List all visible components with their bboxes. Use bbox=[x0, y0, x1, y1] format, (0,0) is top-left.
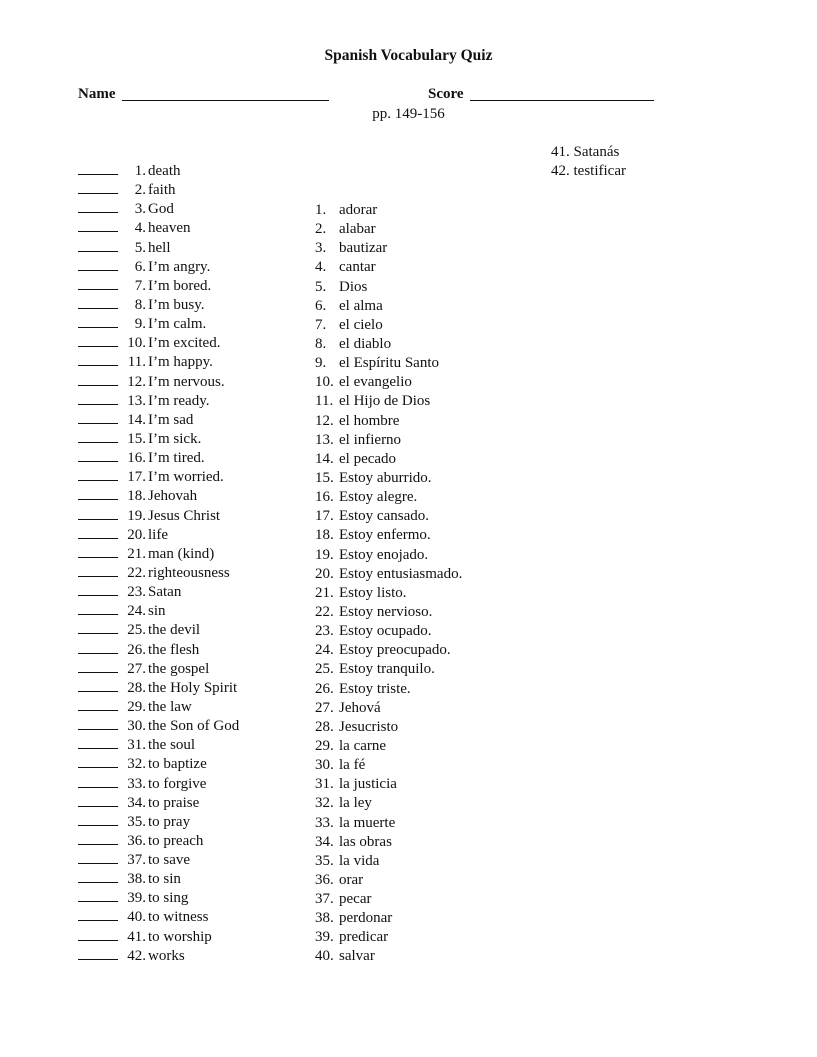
item-number: 5. bbox=[134, 239, 146, 256]
spanish-term: el alma bbox=[339, 297, 383, 314]
english-term: I’m bored. bbox=[148, 277, 212, 294]
answer-blank[interactable] bbox=[78, 277, 118, 290]
item-number: 28. bbox=[315, 718, 334, 735]
item-number: 1. bbox=[315, 202, 327, 218]
item-number: 40. bbox=[127, 909, 146, 926]
english-term-item bbox=[78, 851, 239, 870]
spanish-term: perdonar bbox=[339, 910, 393, 927]
item-number: 1. bbox=[134, 163, 146, 179]
score-blank-line[interactable] bbox=[470, 100, 654, 101]
spanish-term-item bbox=[315, 526, 462, 545]
english-term: I’m calm. bbox=[148, 316, 207, 333]
english-term: I’m ready. bbox=[148, 392, 210, 409]
answer-blank[interactable] bbox=[78, 296, 118, 309]
item-number: 18. bbox=[127, 488, 146, 505]
spanish-terms-list bbox=[315, 201, 462, 967]
item-number: 37. bbox=[127, 852, 146, 869]
item-number: 27. bbox=[315, 699, 334, 716]
answer-blank[interactable] bbox=[78, 755, 118, 768]
english-term: I’m excited. bbox=[148, 335, 221, 352]
english-term-item bbox=[78, 679, 239, 698]
score-label: Score bbox=[428, 86, 464, 102]
english-term: I’m busy. bbox=[148, 296, 205, 313]
spanish-term-item bbox=[315, 565, 462, 584]
spanish-term: Estoy preocupado. bbox=[339, 642, 451, 659]
spanish-term-item bbox=[315, 603, 462, 622]
spanish-term: bautizar bbox=[339, 240, 388, 257]
answer-blank[interactable] bbox=[78, 162, 118, 175]
english-term: to praise bbox=[148, 794, 200, 811]
answer-blank[interactable] bbox=[78, 449, 118, 462]
spanish-term-item bbox=[315, 756, 462, 775]
item-number: 34. bbox=[315, 833, 334, 850]
item-number: 28. bbox=[127, 679, 146, 696]
english-term: I’m tired. bbox=[148, 450, 205, 467]
english-term-item bbox=[78, 181, 239, 200]
name-label: Name bbox=[78, 86, 116, 102]
spanish-extra-item: 41. Satanás bbox=[551, 144, 620, 160]
english-term-item bbox=[78, 239, 239, 258]
spanish-term: alabar bbox=[339, 221, 376, 238]
english-term-item bbox=[78, 870, 239, 889]
answer-blank[interactable] bbox=[78, 181, 118, 194]
answer-blank[interactable] bbox=[78, 717, 118, 730]
spanish-term: la ley bbox=[339, 795, 372, 812]
item-number: 15. bbox=[127, 430, 146, 447]
english-term: the law bbox=[148, 698, 192, 715]
spanish-term-item bbox=[315, 890, 462, 909]
item-number: 35. bbox=[315, 852, 334, 869]
item-number: 6. bbox=[134, 258, 146, 275]
english-term-item bbox=[78, 832, 239, 851]
english-term: the soul bbox=[148, 737, 196, 754]
spanish-term: la muerte bbox=[339, 814, 396, 831]
item-number: 6. bbox=[315, 297, 327, 314]
spanish-term-item bbox=[315, 622, 462, 641]
spanish-term-item bbox=[315, 699, 462, 718]
english-term: to sin bbox=[148, 871, 181, 888]
english-term: Jehovah bbox=[148, 488, 198, 505]
spanish-term-item bbox=[315, 469, 462, 488]
spanish-term: el evangelio bbox=[339, 374, 412, 391]
english-term-item bbox=[78, 947, 239, 966]
item-number: 21. bbox=[315, 584, 334, 601]
spanish-term: las obras bbox=[339, 833, 392, 850]
english-term-item bbox=[78, 353, 239, 372]
answer-blank[interactable] bbox=[78, 928, 118, 941]
english-term-item bbox=[78, 736, 239, 755]
item-number: 36. bbox=[127, 832, 146, 849]
answer-blank[interactable] bbox=[78, 200, 118, 213]
item-number: 30. bbox=[315, 757, 334, 774]
answer-blank[interactable] bbox=[78, 258, 118, 271]
english-term-item bbox=[78, 813, 239, 832]
english-term-item bbox=[78, 602, 239, 621]
spanish-term-item bbox=[315, 220, 462, 239]
item-number: 13. bbox=[315, 431, 334, 448]
item-number: 25. bbox=[315, 661, 334, 678]
english-term: to sing bbox=[148, 890, 189, 907]
item-number: 20. bbox=[127, 526, 146, 543]
item-number: 33. bbox=[315, 814, 334, 831]
item-number: 5. bbox=[315, 278, 327, 295]
item-number: 32. bbox=[315, 795, 334, 812]
english-term: works bbox=[148, 947, 185, 964]
english-term: to worship bbox=[148, 928, 212, 945]
item-number: 3. bbox=[315, 240, 327, 257]
item-number: 9. bbox=[134, 316, 146, 333]
spanish-term-item bbox=[315, 201, 462, 220]
answer-blank[interactable] bbox=[78, 641, 118, 654]
item-number: 19. bbox=[315, 546, 334, 563]
english-term-item bbox=[78, 908, 239, 927]
english-term: the flesh bbox=[148, 641, 200, 658]
spanish-term: predicar bbox=[339, 929, 389, 946]
item-number: 17. bbox=[315, 508, 334, 525]
english-term: to preach bbox=[148, 832, 204, 849]
item-number: 12. bbox=[127, 373, 146, 390]
english-term: to forgive bbox=[148, 775, 207, 792]
spanish-term: el pecado bbox=[339, 450, 397, 467]
answer-blank[interactable] bbox=[78, 219, 118, 232]
item-number: 10. bbox=[315, 374, 334, 391]
english-term-item bbox=[78, 392, 239, 411]
english-term-item bbox=[78, 373, 239, 392]
spanish-term: el Espíritu Santo bbox=[339, 355, 439, 372]
spanish-term-item bbox=[315, 316, 462, 335]
item-number: 39. bbox=[127, 890, 146, 907]
item-number: 16. bbox=[315, 489, 334, 506]
english-terms-list bbox=[78, 162, 239, 966]
item-number: 31. bbox=[127, 737, 146, 754]
spanish-term-item bbox=[315, 718, 462, 737]
spanish-term: Estoy aburrido. bbox=[339, 469, 432, 486]
english-term: hell bbox=[148, 239, 171, 256]
answer-blank[interactable] bbox=[78, 468, 118, 481]
item-number: 15. bbox=[315, 469, 334, 486]
spanish-term: adorar bbox=[339, 202, 378, 218]
english-term-item bbox=[78, 296, 239, 315]
english-term: to baptize bbox=[148, 756, 207, 773]
answer-blank[interactable] bbox=[78, 698, 118, 711]
page-range: pp. 149-156 bbox=[372, 106, 445, 122]
spanish-term: el infierno bbox=[339, 431, 402, 448]
spanish-term-item bbox=[315, 412, 462, 431]
item-number: 9. bbox=[315, 355, 327, 372]
spanish-term-item bbox=[315, 794, 462, 813]
item-number: 2. bbox=[134, 182, 146, 199]
item-number: 8. bbox=[134, 296, 146, 313]
item-number: 7. bbox=[134, 277, 146, 294]
english-term: the gospel bbox=[148, 660, 210, 677]
english-term-item bbox=[78, 928, 239, 947]
spanish-term: Estoy enojado. bbox=[339, 546, 429, 563]
item-number: 16. bbox=[127, 450, 146, 467]
spanish-term-item bbox=[315, 297, 462, 316]
spanish-term: pecar bbox=[339, 891, 372, 908]
answer-blank[interactable] bbox=[78, 545, 118, 558]
english-term-item bbox=[78, 526, 239, 545]
quiz-title: Spanish Vocabulary Quiz bbox=[324, 47, 493, 64]
answer-blank[interactable] bbox=[78, 392, 118, 405]
spanish-term-item bbox=[315, 928, 462, 947]
english-term: faith bbox=[148, 182, 176, 199]
answer-blank[interactable] bbox=[78, 526, 118, 539]
spanish-term-item bbox=[315, 660, 462, 679]
english-term-item bbox=[78, 200, 239, 219]
item-number: 30. bbox=[127, 718, 146, 735]
spanish-term-item bbox=[315, 546, 462, 565]
spanish-term: Estoy ocupado. bbox=[339, 623, 432, 640]
item-number: 12. bbox=[315, 412, 334, 429]
answer-blank[interactable] bbox=[78, 813, 118, 826]
answer-blank[interactable] bbox=[78, 353, 118, 366]
item-number: 32. bbox=[127, 756, 146, 773]
spanish-term: Estoy triste. bbox=[339, 680, 411, 697]
spanish-term: el hombre bbox=[339, 412, 400, 429]
item-number: 14. bbox=[315, 450, 334, 467]
english-term-item bbox=[78, 641, 239, 660]
english-term: the Holy Spirit bbox=[148, 679, 238, 696]
item-number: 38. bbox=[127, 871, 146, 888]
spanish-extra-item: 42. testificar bbox=[551, 163, 626, 180]
english-term: man (kind) bbox=[148, 545, 215, 562]
item-number: 31. bbox=[315, 776, 334, 793]
spanish-term-item bbox=[315, 488, 462, 507]
answer-blank[interactable] bbox=[78, 679, 118, 692]
english-term: I’m worried. bbox=[148, 469, 224, 486]
item-number: 2. bbox=[315, 221, 327, 238]
item-number: 23. bbox=[315, 623, 334, 640]
answer-blank[interactable] bbox=[78, 851, 118, 864]
spanish-term: Estoy cansado. bbox=[339, 508, 429, 525]
item-number: 4. bbox=[134, 220, 146, 237]
spanish-extra-list bbox=[551, 143, 626, 181]
english-term: to save bbox=[148, 852, 191, 869]
english-term: life bbox=[148, 526, 168, 543]
answer-blank[interactable] bbox=[78, 736, 118, 749]
english-term-item bbox=[78, 564, 239, 583]
item-number: 11. bbox=[315, 393, 334, 410]
spanish-term: Jesucristo bbox=[339, 718, 399, 735]
item-number: 17. bbox=[127, 469, 146, 486]
spanish-term-item bbox=[315, 431, 462, 450]
spanish-term-item bbox=[315, 680, 462, 699]
spanish-term: Estoy enfermo. bbox=[339, 527, 431, 544]
item-number: 34. bbox=[127, 794, 146, 811]
item-number: 33. bbox=[127, 775, 146, 792]
english-term: the Son of God bbox=[148, 718, 240, 735]
answer-blank[interactable] bbox=[78, 507, 118, 520]
item-number: 27. bbox=[127, 660, 146, 677]
english-term-item bbox=[78, 449, 239, 468]
english-term: I’m sad bbox=[148, 411, 194, 428]
english-term: Jesus Christ bbox=[148, 507, 221, 524]
english-term: sin bbox=[148, 603, 166, 620]
spanish-term-item bbox=[315, 909, 462, 928]
spanish-term-item bbox=[315, 814, 462, 833]
item-number: 25. bbox=[127, 622, 146, 639]
spanish-term-item bbox=[315, 852, 462, 871]
item-number: 29. bbox=[127, 698, 146, 715]
item-number: 22. bbox=[315, 603, 334, 620]
spanish-term: la fé bbox=[339, 757, 366, 774]
answer-blank[interactable] bbox=[78, 315, 118, 328]
item-number: 4. bbox=[315, 259, 327, 276]
item-number: 26. bbox=[315, 680, 334, 697]
answer-blank[interactable] bbox=[78, 602, 118, 615]
spanish-term: salvar bbox=[339, 948, 375, 965]
answer-blank[interactable] bbox=[78, 239, 118, 252]
english-term-item bbox=[78, 775, 239, 794]
item-number: 36. bbox=[315, 871, 334, 888]
item-number: 26. bbox=[127, 641, 146, 658]
item-number: 19. bbox=[127, 507, 146, 524]
english-term-item bbox=[78, 583, 239, 602]
item-number: 29. bbox=[315, 737, 334, 754]
english-term-item bbox=[78, 315, 239, 334]
answer-blank[interactable] bbox=[78, 373, 118, 386]
answer-blank[interactable] bbox=[78, 775, 118, 788]
spanish-term-item bbox=[315, 641, 462, 660]
english-term: the devil bbox=[148, 622, 201, 639]
english-term: I’m sick. bbox=[148, 430, 202, 447]
spanish-term: cantar bbox=[339, 259, 376, 276]
item-number: 38. bbox=[315, 910, 334, 927]
english-term: heaven bbox=[148, 220, 191, 237]
spanish-term: Estoy listo. bbox=[339, 584, 407, 601]
english-term: I’m happy. bbox=[148, 354, 213, 371]
spanish-term-item bbox=[315, 947, 462, 966]
spanish-term-item bbox=[315, 871, 462, 890]
english-term-item bbox=[78, 621, 239, 640]
name-blank-line[interactable] bbox=[122, 100, 329, 101]
spanish-term-item bbox=[315, 278, 462, 297]
english-term-item bbox=[78, 755, 239, 774]
answer-blank[interactable] bbox=[78, 947, 118, 960]
spanish-term-item bbox=[315, 392, 462, 411]
answer-blank[interactable] bbox=[78, 564, 118, 577]
english-term-item bbox=[78, 411, 239, 430]
english-term-item bbox=[78, 277, 239, 296]
english-term: death bbox=[148, 163, 181, 179]
answer-blank[interactable] bbox=[78, 889, 118, 902]
spanish-term: Estoy tranquilo. bbox=[339, 661, 435, 678]
english-term-item bbox=[78, 717, 239, 736]
spanish-term-item bbox=[315, 239, 462, 258]
spanish-term-item bbox=[315, 335, 462, 354]
english-term: to pray bbox=[148, 813, 191, 830]
item-number: 21. bbox=[127, 545, 146, 562]
spanish-term-item bbox=[315, 354, 462, 373]
english-term-item bbox=[78, 889, 239, 908]
item-number: 41. bbox=[127, 928, 146, 945]
item-number: 7. bbox=[315, 316, 327, 333]
spanish-term-item bbox=[315, 258, 462, 277]
spanish-term: Jehová bbox=[339, 699, 381, 716]
answer-blank[interactable] bbox=[78, 832, 118, 845]
answer-blank[interactable] bbox=[78, 870, 118, 883]
item-number: 35. bbox=[127, 813, 146, 830]
answer-blank[interactable] bbox=[78, 621, 118, 634]
item-number: 23. bbox=[127, 584, 146, 601]
answer-blank[interactable] bbox=[78, 411, 118, 424]
english-term-item bbox=[78, 487, 239, 506]
spanish-term: Estoy entusiasmado. bbox=[339, 565, 463, 582]
english-term-item bbox=[78, 219, 239, 238]
spanish-term: la vida bbox=[339, 852, 380, 869]
answer-blank[interactable] bbox=[78, 660, 118, 673]
spanish-term-item bbox=[315, 737, 462, 756]
spanish-term: el cielo bbox=[339, 316, 383, 333]
english-term-item bbox=[78, 334, 239, 353]
english-term-item bbox=[78, 660, 239, 679]
spanish-term: Dios bbox=[339, 278, 368, 295]
spanish-term-item bbox=[315, 450, 462, 469]
answer-blank[interactable] bbox=[78, 334, 118, 347]
english-term: to witness bbox=[148, 909, 209, 926]
spanish-term: Estoy nervioso. bbox=[339, 603, 433, 620]
english-term: I’m angry. bbox=[148, 258, 211, 275]
english-term-item bbox=[78, 468, 239, 487]
item-number: 24. bbox=[127, 603, 146, 620]
english-term-item bbox=[78, 258, 239, 277]
item-number: 10. bbox=[127, 335, 146, 352]
spanish-term-item bbox=[315, 775, 462, 794]
spanish-term: el diablo bbox=[339, 335, 392, 352]
answer-blank[interactable] bbox=[78, 794, 118, 807]
item-number: 20. bbox=[315, 565, 334, 582]
item-number: 24. bbox=[315, 642, 334, 659]
item-number: 18. bbox=[315, 527, 334, 544]
english-term-item bbox=[78, 162, 239, 181]
english-term-item bbox=[78, 698, 239, 717]
spanish-term-item bbox=[315, 584, 462, 603]
item-number: 8. bbox=[315, 335, 327, 352]
english-term-item bbox=[78, 545, 239, 564]
spanish-term: la justicia bbox=[339, 776, 397, 793]
item-number: 22. bbox=[127, 564, 146, 581]
answer-blank[interactable] bbox=[78, 487, 118, 500]
item-number: 13. bbox=[127, 392, 146, 409]
spanish-term: Estoy alegre. bbox=[339, 489, 418, 506]
spanish-term: la carne bbox=[339, 737, 387, 754]
english-term: I’m nervous. bbox=[148, 373, 225, 390]
spanish-term-item bbox=[315, 507, 462, 526]
english-term-item bbox=[78, 507, 239, 526]
spanish-term-item bbox=[315, 833, 462, 852]
english-term: righteousness bbox=[148, 564, 230, 581]
item-number: 37. bbox=[315, 891, 334, 908]
answer-blank[interactable] bbox=[78, 583, 118, 596]
item-number: 11. bbox=[127, 354, 146, 371]
english-term-item bbox=[78, 794, 239, 813]
english-term: God bbox=[148, 201, 174, 218]
item-number: 40. bbox=[315, 948, 334, 965]
english-term-item bbox=[78, 430, 239, 449]
item-number: 42. bbox=[127, 947, 146, 964]
item-number: 14. bbox=[127, 411, 146, 428]
spanish-term: orar bbox=[339, 871, 364, 888]
spanish-term-item bbox=[315, 373, 462, 392]
spanish-term: el Hijo de Dios bbox=[339, 393, 431, 410]
item-number: 39. bbox=[315, 929, 334, 946]
answer-blank[interactable] bbox=[78, 430, 118, 443]
item-number: 3. bbox=[134, 201, 146, 218]
answer-blank[interactable] bbox=[78, 908, 118, 921]
english-term: Satan bbox=[148, 584, 182, 601]
